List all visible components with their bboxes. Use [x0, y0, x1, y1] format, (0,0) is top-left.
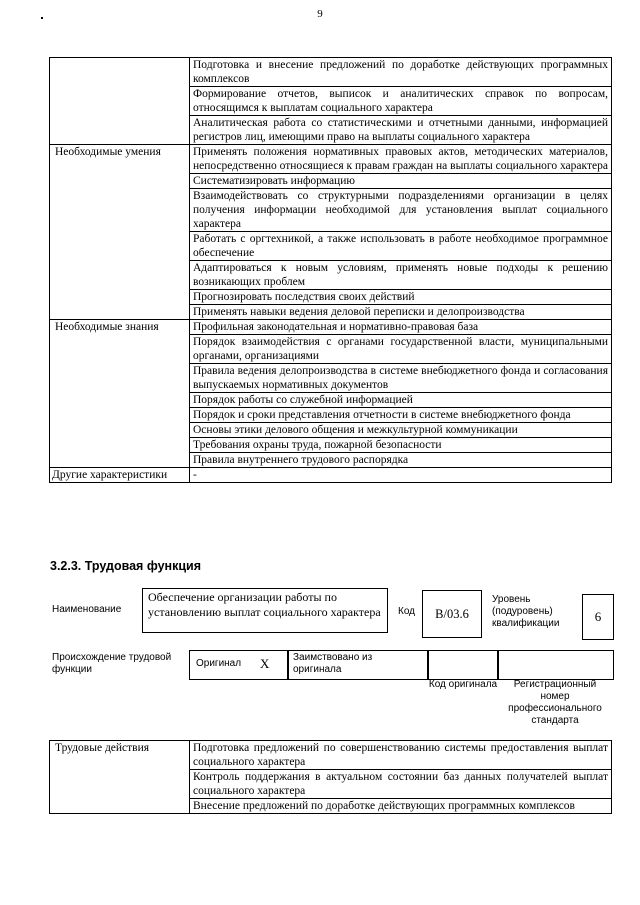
table-cell: Порядок и сроки представления отчетности в системе внебюджетного фонда: [190, 408, 612, 423]
table-cell: Аналитическая работа со статистическими и отчетными данными, информацией регистров лиц, имеющими право на выплаты социального характера: [190, 116, 612, 145]
requirements-table: [49, 57, 612, 483]
table-cell: Контроль поддержания в актуальном состоянии баз данных получателей выплат социального характера: [190, 770, 612, 799]
table-cell: Требования охраны труда, пожарной безопасности: [190, 438, 612, 453]
other-value: -: [190, 468, 612, 483]
name-label: Наименование: [52, 604, 122, 615]
borrowed-label: Заимствовано из оригинала: [293, 652, 373, 675]
table-row: [50, 741, 612, 770]
origin-code-cell: [427, 650, 499, 680]
knowledge-label: Необходимые знания: [50, 320, 190, 468]
table-cell: Формирование отчетов, выписок и аналитических справок по вопросам, относящимся к выплатам социального характера: [190, 87, 612, 116]
level-value: 6: [582, 594, 614, 640]
code-caption: Код оригинала: [428, 679, 498, 690]
level-label: Уровень (подуровень) квалификации: [492, 594, 560, 629]
reg-caption: Регистрационный номер профессионального стандарта: [508, 679, 602, 726]
labor-actions-table: [49, 740, 612, 814]
table-cell: Порядок работы со служебной информацией: [190, 393, 612, 408]
table-cell: Правила ведения делопроизводства в системе внебюджетного фонда и согласования выпускаемых нормативных документов: [190, 364, 612, 393]
table-cell: Основы этики делового общения и межкультурной коммуникации: [190, 423, 612, 438]
table-cell: Прогнозировать последствия своих действий: [190, 290, 612, 305]
page-number: 9: [317, 8, 323, 20]
original-mark: X: [260, 656, 270, 671]
table-cell: Адаптироваться к новым условиям, применять новые подходы к решению возникающих проблем: [190, 261, 612, 290]
original-label: Оригинал: [196, 658, 242, 669]
table-cell: Внесение предложений по доработке действующих программных комплексов: [190, 799, 612, 814]
other-label: Другие характеристики: [50, 468, 190, 483]
table-cell: Систематизировать информацию: [190, 174, 612, 189]
table-cell: Работать с оргтехникой, а также использовать в работе необходимое программное обеспечение: [190, 232, 612, 261]
table-cell: Подготовка предложений по совершенствованию системы предоставления выплат социального характера: [190, 741, 612, 770]
code-label: Код: [398, 606, 416, 617]
table-cell: Правила внутреннего трудового распорядка: [190, 453, 612, 468]
code-value: B/03.6: [422, 590, 482, 638]
table-cell: Применять навыки ведения деловой переписки и делопроизводства: [190, 305, 612, 320]
table-cell: Применять положения нормативных правовых актов, методических материалов, непосредственно относящиеся к правам граждан на выплаты социального характера: [190, 145, 612, 174]
section-title: 3.2.3. Трудовая функция: [50, 559, 202, 573]
table-row: [50, 320, 612, 335]
table-cell: Взаимодействовать со структурными подразделениями организации в целях получения информации необходимой для установления выплат социального характера: [190, 189, 612, 232]
labor-actions-label: Трудовые действия: [50, 741, 190, 814]
table-row: [50, 58, 612, 87]
table-cell: Подготовка и внесение предложений по доработке действующих программных комплексов: [190, 58, 612, 87]
reg-number-cell: [497, 650, 614, 680]
table-row: [50, 145, 612, 174]
origin-label: Происхождение трудовой функции: [52, 652, 172, 675]
table-cell: Порядок взаимодействия с органами государственной власти, муниципальными органами, организациями: [190, 335, 612, 364]
empty-label-cell: [50, 58, 190, 145]
table-row: [50, 468, 612, 483]
name-value: Обеспечение организации работы по установлению выплат социального характера: [142, 588, 388, 633]
table-cell: Профильная законодательная и нормативно-правовая база: [190, 320, 612, 335]
skills-label: Необходимые умения: [50, 145, 190, 320]
